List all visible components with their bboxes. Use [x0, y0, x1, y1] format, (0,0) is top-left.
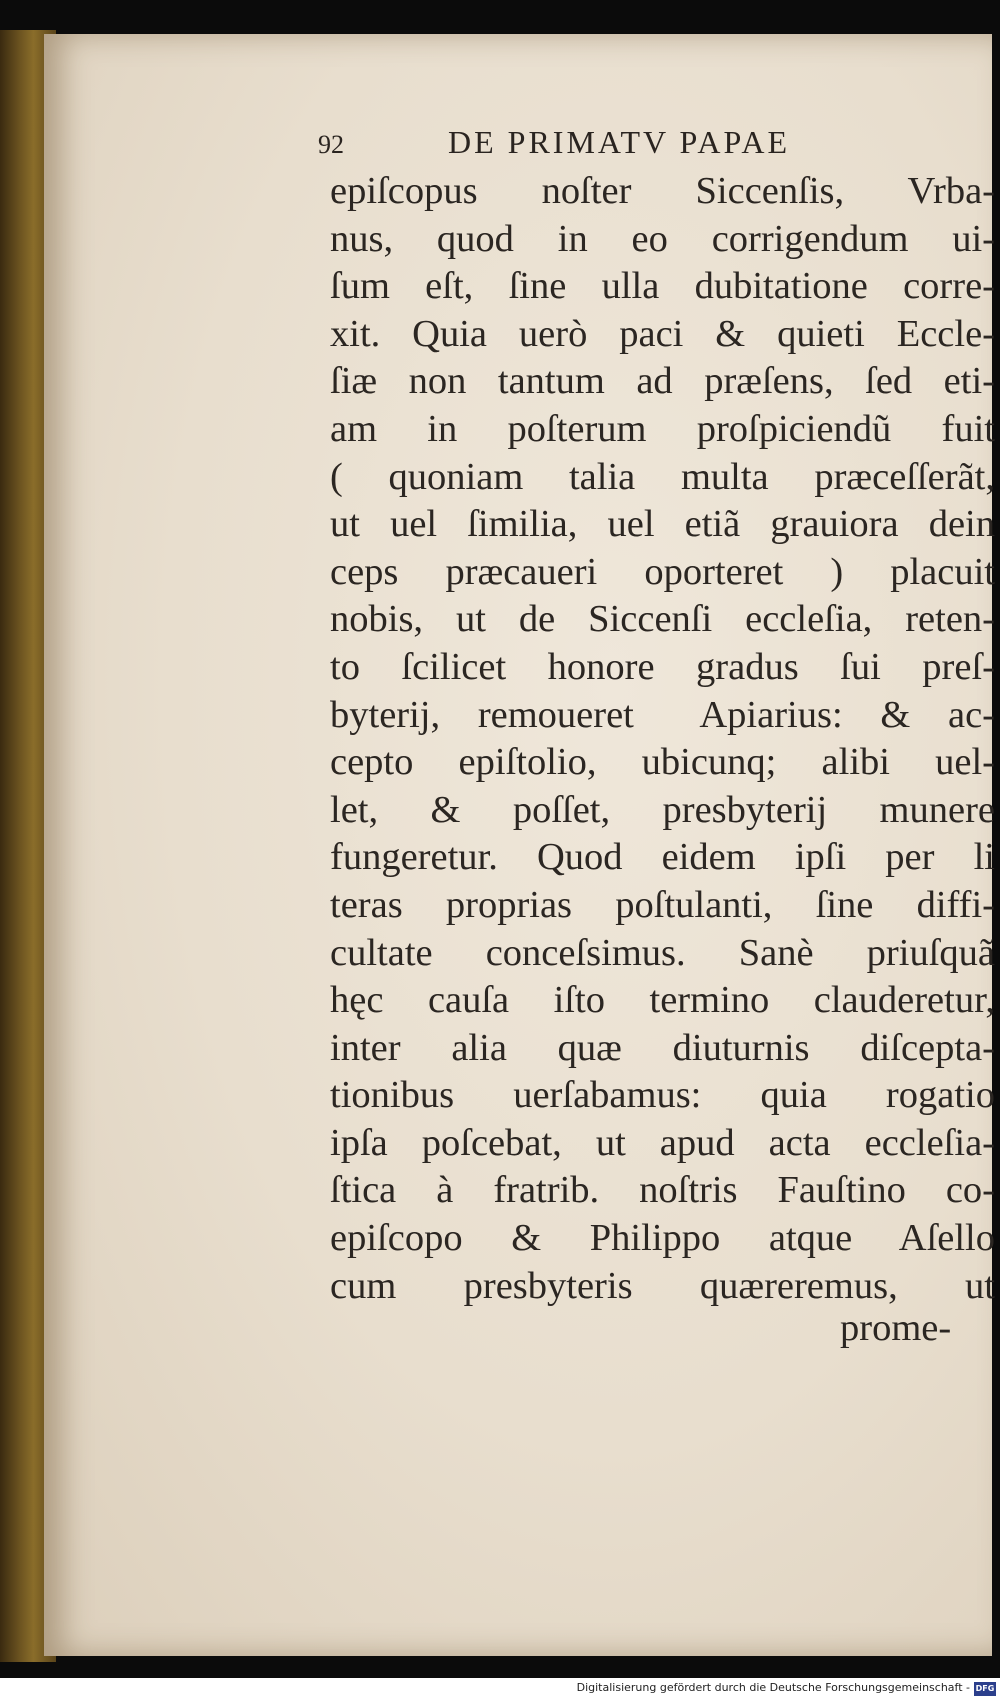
text-line: ſtica à fratrib. noſtris Fauſtino co-	[330, 1169, 995, 1212]
text-line: epiſcopus noſter Siccenſis, Vrba-	[330, 170, 995, 212]
dfg-logo: DFG	[974, 1682, 996, 1696]
text-line: byterij, remoueretᷣ Apiarius: & ac-	[330, 693, 995, 736]
text-line: xit. Quia uerò paci & quieti Eccle-	[330, 312, 995, 355]
text-line: inter alia quæ diuturnis diſcepta-	[330, 1026, 995, 1069]
digitization-footer	[0, 1678, 1000, 1702]
text-line: let, & poſſet, presbyterij munere	[330, 788, 995, 831]
text-line: cultate conceſsimus. Sanè priuſquã	[330, 931, 995, 974]
text-line: ipſa poſcebat, ut apud acta eccleſia-	[330, 1121, 995, 1164]
text-line: hęc cauſa iſto termino clauderetur,	[330, 979, 995, 1022]
text-line: ſum eſt, ſine ulla dubitatione corre-	[330, 265, 995, 308]
text-line: am in poſterum proſpiciendũ fuit	[330, 407, 995, 450]
running-head: DE PRIMATV PAPAE	[448, 124, 791, 160]
text-line: ſiæ non tantum ad præſens, ſed eti-	[330, 360, 995, 403]
text-line: teras proprias poſtulanti, ſine diffi-	[330, 883, 995, 926]
text-line: fungeretur. Quod eidem ipſi per li	[330, 836, 995, 879]
text-line: ceps præcaueri oporteret ) placuit	[330, 550, 995, 593]
text-block	[330, 168, 995, 1310]
text-line: tionibus uerſabamus: quia rogatio	[330, 1074, 995, 1117]
page-number: 92	[318, 130, 344, 159]
text-line: nobis, ut de Siccenſi eccleſia, reten-	[330, 598, 995, 641]
text-line: nus, quod in eo corrigendum ui-	[330, 217, 995, 260]
text-line: epiſcopo & Philippo atque Aſello	[330, 1217, 995, 1260]
text-line: to ſcilicet honore gradus ſui preſ-	[330, 645, 995, 688]
text-line: ( quoniam talia multa præceſſerãt,	[330, 455, 995, 498]
catchword: prome-	[840, 1307, 952, 1349]
funding-credit: Digitalisierung gefördert durch die Deutsche Forschungsgemeinschaft -	[576, 1681, 970, 1694]
text-line: ut uel ſimilia, uel etiã grauiora dein	[330, 503, 995, 546]
text-line: cepto epiſtolio, ubicunq; alibi uel-	[330, 741, 995, 784]
text-line: cum presbyteris quæreremus, ut	[330, 1264, 995, 1307]
